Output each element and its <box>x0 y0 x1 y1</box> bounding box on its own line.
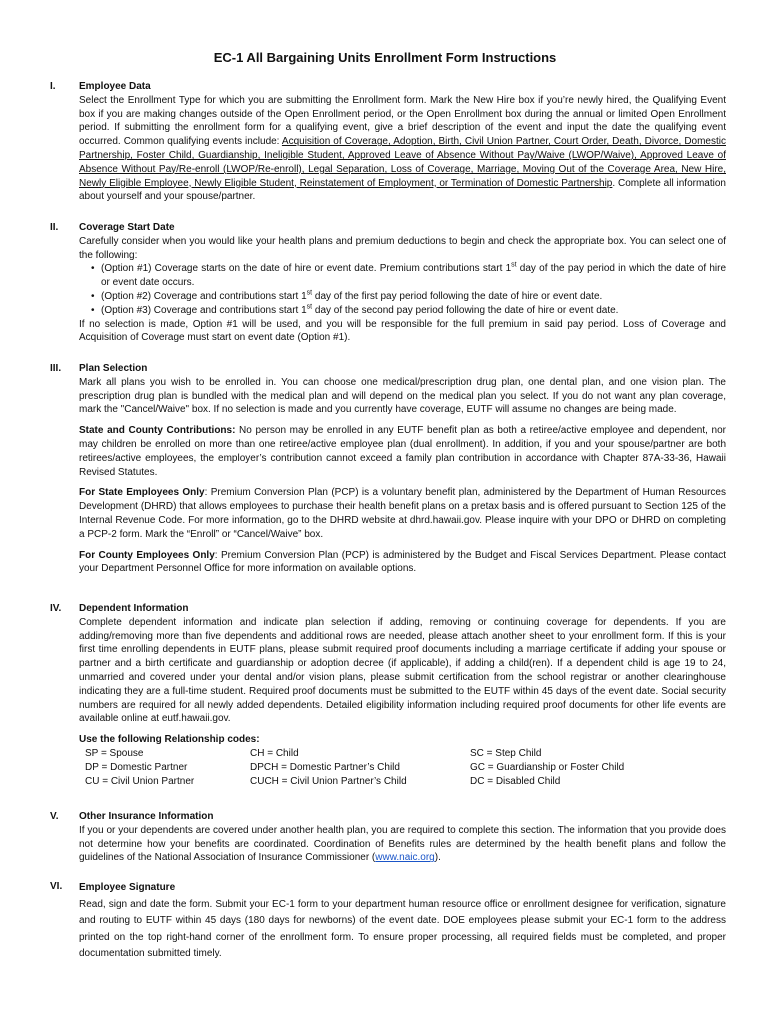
code-item: DPCH = Domestic Partner’s Child <box>250 761 400 773</box>
section-text: Carefully consider when you would like your health plans and premium deductions to begin and check the appropriate box. You can select one of the following: <box>79 235 726 261</box>
code-item: SC = Step Child <box>470 747 542 759</box>
relationship-codes-heading: Use the following Relationship codes: <box>79 734 260 746</box>
section-text: Complete dependent information and indicate plan selection if adding, removing or continuing coverage for dependents. If you are adding/removing more than five dependents and additional rows are needed, please attach another sheet to your enrollment form. If this is your first time enrolling dependents in EUTF plans, please submit required proof documents including a marriage certificate if adding your spouse or partner and a birth certificate and guardianship or adoption decree (if applicable), if adding a child(ren). If a dependent child is age 19 to 24, unmarried and covered under your dental and/or vision plans, please submit certification from the school registrar or another clearinghouse indicating they are a full-time student. Required proof documents must be submitted to the EUTF within 45 days of the event date. Social security numbers are required for all newly added dependents. Detailed eligibility information including required proof documents for other life events are available online at eutf.hawaii.gov. <box>79 616 726 725</box>
section-numeral: V. <box>50 811 59 822</box>
code-item: DP = Domestic Partner <box>85 761 188 773</box>
codes-column <box>79 747 250 788</box>
section-text: Read, sign and date the form. Submit your EC-1 form to your department human resource office or enrollment designee for verification, signature and routing to EUTF within 45 days (180 days for newborns) of the event date. DOE employees please submit your EC-1 form to the address printed on the top right-hand corner of the enrollment form. To ensure proper processing, all required fields must be completed, and proper documentation submitted timely. <box>79 898 726 959</box>
code-item: CH = Child <box>250 747 299 759</box>
section-note: If no selection is made, Option #1 will be used, and you will be responsible for the full premium in said pay period. Loss of Coverage and Acquisition of Coverage must start on event date (Option #1). <box>79 318 726 344</box>
section-heading: Dependent Information <box>79 603 189 614</box>
section-text: If you or your dependents are covered under another health plan, you are required to complete this section. The information that you provide does not determine how your benefits are coordinated. Coordination of Benefits rules are determined by the health benefit plans and follow the guidelines of the National Association of Insurance Commissioner (www.naic.org). <box>79 824 726 864</box>
section-dependent-information <box>50 602 726 788</box>
page-title: EC-1 All Bargaining Units Enrollment Form Instructions <box>213 50 557 65</box>
section-text: Mark all plans you wish to be enrolled in. You can choose one medical/prescription drug plan, one dental plan, and one vision plan. The prescription drug plan is bundled with the medical plan and will depend on the medical plan you select. If you do not want any plan coverage, mark the "Cancel/Waive" box. If no selection is made and you currently have coverage, EUTF will assume no changes are being made. <box>79 376 726 416</box>
section-heading: Employee Data <box>79 81 151 92</box>
section-numeral: II. <box>50 222 59 233</box>
section-heading: Plan Selection <box>79 363 148 374</box>
option-2: • (Option #2) Coverage and contributions start 1st day of the first pay period following the date of hire or event date. <box>79 290 726 304</box>
section-coverage-start-date <box>50 221 726 345</box>
code-item: CU = Civil Union Partner <box>85 775 195 787</box>
state-county-contributions: State and County Contributions: No person may be enrolled in any EUTF benefit plan as both a retiree/active employee and dependent, nor may children be enrolled on more than one retiree/active employee plan (dual enrollment). In addition, if you and your spouse/partner are both retirees/active employees, the employer’s contribution cannot exceed a family plan contribution in accordance with Chapter 87A-33-36, Hawaii Revised Statutes. <box>79 425 726 478</box>
section-text: Select the Enrollment Type for which you are submitting the Enrollment form. Mark the New Hire box if you’re newly hired, the Qualifying Event box if you are making changes outside of the Open Enrollment period, or the Open Enrollment box during the annual or limited Open Enrollment period. If submitting the enrollment form for a qualifying event, give a brief description of the event and input the date the qualifying event occurred. Common qualifying events include: Acquisition of Coverage, Adoption, Birth, Civil Union Partner, Court Order, Death, Divorce, Domestic Partnership, Foster Child, Guardianship, Ineligible Student, Approved Leave of Absence Without Pay/Waive (LWOP/Waive), Approved Leave of Absence Without Pay/Re-enroll (LWOP/Re-enroll), Legal Separation, Loss of Coverage, Marriage, Moving Out of the Coverage Area, New Hire, Newly Eligible Employee, Newly Eligible Student, Reinstatement of Employment, or Termination of Domestic Partnership. Complete all information about yourself and your spouse/partner. <box>79 94 726 203</box>
option-3: • (Option #3) Coverage and contributions start 1st day of the second pay period following the date of hire or event date. <box>79 304 726 318</box>
section-numeral: IV. <box>50 603 62 614</box>
code-item: GC = Guardianship or Foster Child <box>470 761 625 773</box>
section-heading: Employee Signature <box>79 882 176 893</box>
section-employee-data <box>50 80 726 204</box>
code-item: CUCH = Civil Union Partner’s Child <box>250 775 407 787</box>
county-employees-only: For County Employees Only: Premium Conversion Plan (PCP) is administered by the Budget and Fiscal Services Department. Please contact your Department Personnel Office for more information on available options. <box>79 549 726 575</box>
codes-column <box>250 747 470 788</box>
code-item: SP = Spouse <box>85 747 144 759</box>
option-1: • (Option #1) Coverage starts on the date of hire or event date. Premium contributions start 1st day of the pay period in which the date of hire or event date occurs. <box>79 262 726 290</box>
state-employees-only: For State Employees Only: Premium Conversion Plan (PCP) is a voluntary benefit plan, administered by the Department of Human Resources Development (DHRD) that allows employees to purchase their health benefit plans on a pretax basis and is offered pursuant to Section 125 of the Internal Revenue Code. For more information, go to the DHRD website at dhrd.hawaii.gov. Please inquire with your DPO or DHRD on completing a PCP-2 form. Mark the “Enroll” or “Cancel/Waive” box. <box>79 487 726 540</box>
section-numeral: I. <box>50 81 56 92</box>
section-other-insurance <box>50 810 726 865</box>
section-heading: Other Insurance Information <box>79 811 214 822</box>
section-heading: Coverage Start Date <box>79 222 175 233</box>
coverage-options-list <box>79 262 726 317</box>
section-numeral: III. <box>50 363 62 374</box>
codes-column <box>470 747 720 788</box>
code-item: DC = Disabled Child <box>470 775 561 787</box>
section-plan-selection <box>50 362 726 576</box>
relationship-codes-table <box>79 747 726 788</box>
naic-link[interactable]: www.naic.org <box>375 852 435 864</box>
section-employee-signature <box>50 880 726 963</box>
qualifying-events-list: Acquisition of Coverage, Adoption, Birth, Civil Union Partner, Court Order, Death, Divorce, Domestic Partnership, Foster Child, Guardianship, Ineligible Student, Approved Leave of Absence Without Pay/Waive (LWOP/Waive), Approved Leave of Absence Without Pay/Re-enroll (LWOP/Re-enroll), Legal Separation, Loss of Coverage, Marriage, Moving Out of the Coverage Area, New Hire, Newly Eligible Employee, Newly Eligible Student, Reinstatement of Employment, or Termination of Domestic Partnership <box>79 136 726 189</box>
section-numeral: VI. <box>50 881 63 892</box>
